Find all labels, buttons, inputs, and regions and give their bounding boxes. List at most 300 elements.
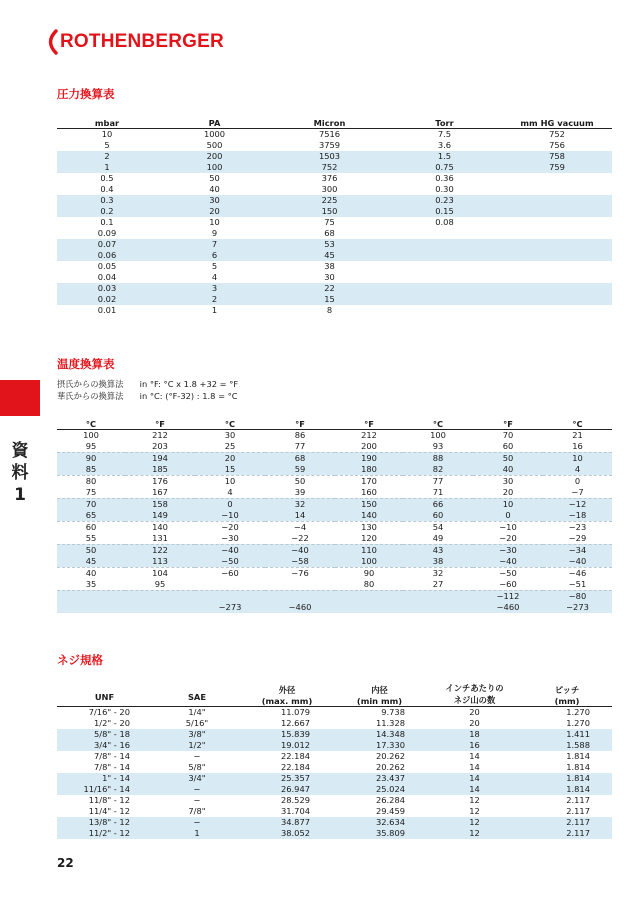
temperature-cell: 149	[125, 510, 195, 522]
pressure-row	[57, 184, 612, 195]
thread-row	[57, 762, 612, 773]
thread-cell: 7/8" - 14	[94, 761, 130, 772]
temperature-cell: 77	[294, 440, 306, 451]
temperature-cell: 71	[432, 486, 444, 497]
temperature-cell: 122	[125, 544, 195, 556]
temp-header-f3: °F	[335, 412, 403, 429]
temperature-cell: 140	[335, 510, 403, 522]
temperature-cell: 82	[403, 464, 473, 476]
temperature-cell: 50	[473, 452, 543, 464]
pressure-cell	[502, 283, 612, 294]
temperature-cell: 131	[152, 532, 168, 543]
temperature-cell: 68	[265, 452, 335, 464]
thread-header-od-l2: (max. mm)	[261, 695, 313, 706]
pressure-cell	[502, 261, 612, 272]
thread-cell: 12.667	[280, 717, 310, 728]
pressure-row	[57, 217, 612, 228]
thread-cell: 25.024	[332, 784, 427, 795]
pressure-cell	[387, 228, 502, 239]
temperature-cell: 100	[430, 429, 446, 440]
temperature-cell: 95	[154, 578, 166, 589]
temperature-cell: 10	[195, 475, 265, 487]
thread-header-tpi-l2: ネジ山の数	[453, 694, 496, 705]
thread-cell: 13/8" - 12	[57, 817, 152, 828]
formula-celsius-text: in °F: °C x 1.8 +32 = °F	[139, 379, 239, 389]
thread-cell: 32.634	[332, 817, 427, 828]
pressure-cell	[387, 283, 502, 294]
temperature-cell: 140	[125, 521, 195, 533]
thread-cell: 38.052	[242, 828, 332, 839]
temperature-cell: 90	[335, 567, 403, 579]
temperature-cell: 100	[83, 429, 99, 440]
thread-header-sae	[152, 680, 242, 706]
thread-cell: 7/8" - 14	[94, 750, 130, 761]
temperature-cell: −22	[291, 532, 309, 543]
pressure-cell: 376	[321, 172, 338, 183]
temperature-cell: 15	[195, 464, 265, 476]
thread-row	[57, 817, 612, 828]
temperature-cell: −80	[543, 590, 612, 602]
thread-cell: 11/16" - 14	[57, 784, 152, 795]
pressure-cell	[502, 206, 612, 217]
pressure-cell	[387, 250, 502, 261]
temperature-cell: −23	[543, 521, 612, 533]
temperature-cell: 212	[361, 429, 377, 440]
pressure-cell: 0.01	[97, 304, 117, 315]
pressure-cell	[387, 239, 502, 250]
thread-cell: 11/8" - 12	[88, 794, 130, 805]
temperature-cell: −29	[568, 532, 587, 543]
temperature-cell: 80	[363, 578, 375, 589]
thread-cell: 1/2"	[152, 740, 242, 751]
temp-header-f4: °F	[473, 412, 543, 429]
temperature-row	[57, 533, 612, 545]
page-number: 22	[57, 856, 74, 870]
pressure-cell: 752	[272, 162, 387, 173]
pressure-cell: 0.05	[97, 260, 117, 271]
pressure-cell: 225	[272, 195, 387, 206]
thread-cell: 11/4" - 12	[88, 805, 130, 816]
temperature-cell	[335, 590, 403, 602]
temperature-cell: 110	[335, 544, 403, 556]
formula-fahrenheit-text: in °C: (°F-32) : 1.8 = °C	[139, 391, 238, 401]
formula-celsius-label: 摂氏からの換算法	[57, 379, 124, 389]
temperature-cell: −50	[473, 567, 543, 579]
pressure-header-torr: Torr	[387, 112, 502, 128]
pressure-cell: 22	[272, 283, 387, 294]
temperature-cell: 10	[473, 498, 543, 510]
temperature-cell: 10	[543, 452, 612, 464]
temperature-cell: 25	[224, 440, 236, 451]
temperature-cell: −273	[195, 602, 265, 613]
pressure-cell: 0.2	[57, 206, 157, 217]
thread-row	[57, 740, 612, 751]
temperature-cell: 30	[224, 429, 236, 440]
temperature-cell: 104	[125, 567, 195, 579]
pressure-cell: 0.23	[387, 195, 502, 206]
formula-celsius	[57, 378, 238, 390]
pressure-cell: 100	[157, 162, 272, 173]
pressure-cell: 50	[209, 172, 220, 183]
temperature-cell: 21	[572, 429, 583, 440]
thread-cell: 1.270	[566, 717, 590, 728]
temperature-row	[57, 475, 612, 487]
pressure-cell: 6	[157, 250, 272, 261]
thread-cell: 22.184	[280, 750, 310, 761]
thread-cell: 16	[427, 740, 522, 751]
temperature-cell: 50	[265, 475, 335, 487]
temperature-cell: −20	[195, 521, 265, 533]
pressure-cell: 0.30	[435, 183, 454, 194]
formula-fahrenheit-label: 華氏からの換算法	[57, 391, 124, 401]
temperature-row	[57, 464, 612, 476]
thread-section-title: ネジ規格	[57, 653, 103, 667]
temp-header-f1: °F	[125, 412, 195, 429]
thread-cell: 14	[427, 773, 522, 784]
side-tab-char-2: 料	[11, 463, 29, 483]
pressure-row	[57, 151, 612, 162]
pressure-cell: 10	[209, 216, 220, 227]
temperature-cell: 170	[335, 475, 403, 487]
pressure-header-micron: Micron	[272, 112, 387, 128]
pressure-cell: 30	[324, 271, 335, 282]
thread-cell: 31.704	[280, 805, 310, 816]
temperature-cell: −60	[499, 578, 517, 589]
temperature-cell: 43	[403, 544, 473, 556]
temperature-cell: −10	[473, 521, 543, 533]
temperature-cell: 95	[85, 440, 97, 451]
thread-cell: 5/8" - 18	[57, 729, 152, 740]
pressure-table	[57, 112, 612, 316]
temperature-cell: 59	[265, 464, 335, 476]
thread-cell: 1.814	[566, 750, 590, 761]
thread-cell: −	[152, 784, 242, 795]
temperature-row	[57, 487, 612, 499]
pressure-row	[57, 206, 612, 217]
thread-header-tpi-l1: インチあたりの	[445, 682, 504, 693]
pressure-cell: 759	[502, 162, 612, 173]
temperature-row	[57, 498, 612, 510]
brand-name: ROTHENBERGER	[60, 31, 224, 52]
temperature-cell: −30	[221, 532, 239, 543]
temperature-cell: 158	[125, 498, 195, 510]
temperature-row	[57, 590, 612, 602]
temperature-table	[57, 412, 612, 613]
thread-cell: 14.348	[332, 729, 427, 740]
thread-cell: 2.117	[566, 794, 590, 805]
temp-header-c4: °C	[543, 412, 612, 429]
pressure-row	[57, 294, 612, 305]
thread-row	[57, 795, 612, 806]
side-tab-char-3: 1	[14, 485, 26, 505]
thread-cell: 17.330	[332, 740, 427, 751]
pressure-cell: 4	[211, 271, 218, 282]
thread-row	[57, 706, 612, 718]
thread-row	[57, 828, 612, 839]
thread-row	[57, 784, 612, 795]
temperature-row	[57, 429, 612, 441]
temperature-cell: 90	[57, 452, 125, 464]
pressure-header-mmhg: mm HG vacuum	[502, 112, 612, 128]
thread-cell: 12	[427, 828, 522, 839]
temperature-cell: −273	[543, 602, 612, 613]
thread-cell: 1	[152, 828, 242, 839]
temperature-cell: 120	[361, 532, 377, 543]
thread-cell: 11/2" - 12	[57, 828, 152, 839]
temperature-cell: 4	[543, 464, 612, 476]
thread-cell: 20	[469, 706, 480, 717]
temperature-cell: 0	[543, 475, 612, 487]
thread-cell: 1.270	[566, 706, 590, 717]
pressure-row	[57, 250, 612, 261]
temperature-cell: −18	[543, 510, 612, 522]
temperature-cell: −34	[543, 544, 612, 556]
pressure-cell: 0.4	[100, 183, 114, 194]
pressure-cell: 45	[272, 250, 387, 261]
pressure-cell: 7.5	[437, 128, 452, 139]
pressure-cell	[502, 305, 612, 316]
pressure-row	[57, 195, 612, 206]
side-tab-char-1: 資	[11, 441, 29, 461]
temperature-cell: 190	[335, 452, 403, 464]
temperature-cell: 16	[572, 440, 583, 451]
temperature-row	[57, 441, 612, 453]
temperature-cell: 55	[85, 532, 97, 543]
temperature-cell: 185	[125, 464, 195, 476]
temperature-cell: −12	[543, 498, 612, 510]
thread-header-unf	[57, 680, 152, 706]
pressure-cell: 1	[211, 304, 218, 315]
temperature-cell: 39	[294, 486, 306, 497]
thread-row	[57, 729, 612, 740]
pressure-cell: 8	[326, 304, 333, 315]
pressure-cell	[502, 217, 612, 228]
thread-row	[57, 718, 612, 729]
pressure-cell: 3.6	[437, 139, 452, 150]
pressure-cell	[502, 184, 612, 195]
pressure-cell	[502, 239, 612, 250]
temperature-cell	[57, 602, 125, 613]
pressure-cell: 0.06	[57, 250, 157, 261]
thread-cell: 20.262	[375, 750, 405, 761]
thread-cell: 1" - 14	[57, 773, 152, 784]
thread-cell: 1/4"	[188, 706, 206, 717]
temperature-cell: −50	[195, 556, 265, 568]
thread-cell: 12	[427, 817, 522, 828]
pressure-cell: 500	[206, 139, 223, 150]
thread-cell: 11.079	[280, 706, 310, 717]
brand-logo	[44, 27, 224, 57]
thread-header-sae-l1: SAE	[187, 691, 207, 702]
thread-cell: −	[193, 750, 201, 761]
thread-cell: 1/2" - 20	[94, 717, 130, 728]
pressure-cell: 9	[211, 227, 218, 238]
pressure-cell	[502, 173, 612, 184]
pressure-cell	[502, 250, 612, 261]
temp-header-c3: °C	[403, 412, 473, 429]
thread-cell: 18	[427, 729, 522, 740]
thread-cell: 9.738	[381, 706, 405, 717]
temperature-row	[57, 579, 612, 591]
temperature-cell: 75	[85, 486, 97, 497]
pressure-cell	[502, 294, 612, 305]
pressure-cell: 68	[324, 227, 335, 238]
thread-cell: 1.814	[522, 773, 612, 784]
pressure-cell: 0.15	[387, 206, 502, 217]
temperature-cell: −60	[195, 567, 265, 579]
temperature-cell: 40	[473, 464, 543, 476]
pressure-cell: 0.04	[97, 271, 117, 282]
thread-header-pitch-l1: ピッチ	[554, 684, 580, 695]
temperature-cell: −51	[568, 578, 587, 589]
pressure-cell	[387, 261, 502, 272]
thread-cell: 5/8"	[188, 761, 206, 772]
pressure-cell: 0.36	[435, 172, 454, 183]
temperature-cell: 60	[57, 521, 125, 533]
temperature-section-title: 温度換算表	[57, 357, 115, 371]
pressure-cell: 756	[549, 139, 565, 150]
temperature-cell	[195, 590, 265, 602]
temperature-row	[57, 521, 612, 533]
temperature-cell: 45	[57, 556, 125, 568]
thread-cell: 7/16" - 20	[88, 706, 130, 717]
thread-cell: 20.262	[375, 761, 405, 772]
temperature-cell: 160	[361, 486, 377, 497]
pressure-cell: 3	[157, 283, 272, 294]
temperature-cell: 50	[57, 544, 125, 556]
thread-cell: 2.117	[522, 828, 612, 839]
brand-arc-logo-icon	[44, 29, 58, 55]
thread-header-pitch	[522, 680, 612, 706]
pressure-row	[57, 228, 612, 239]
pressure-cell: 7516	[318, 128, 341, 139]
pressure-cell: 3759	[318, 139, 341, 150]
pressure-row	[57, 272, 612, 283]
temp-header-c1: °C	[57, 412, 125, 429]
pressure-cell: 0.3	[57, 195, 157, 206]
thread-cell: 3/4"	[152, 773, 242, 784]
thread-table	[57, 680, 612, 839]
pressure-row	[57, 173, 612, 184]
temperature-cell: 70	[502, 429, 514, 440]
temperature-cell: 86	[294, 429, 306, 440]
pressure-cell: 38	[324, 260, 335, 271]
temperature-cell: 38	[403, 556, 473, 568]
temperature-cell: 93	[432, 440, 444, 451]
temperature-row	[57, 510, 612, 522]
pressure-cell: 10	[101, 128, 113, 139]
thread-cell: 2.117	[522, 817, 612, 828]
temperature-cell: −460	[473, 602, 543, 613]
pressure-cell: 40	[209, 183, 220, 194]
pressure-cell: 5	[104, 139, 110, 150]
thread-row	[57, 773, 612, 784]
temperature-cell: 27	[432, 578, 444, 589]
temperature-cell: 70	[57, 498, 125, 510]
temperature-cell: 65	[57, 510, 125, 522]
thread-cell: 22.184	[280, 761, 310, 772]
temperature-cell: 80	[57, 475, 125, 487]
thread-cell: 26.947	[242, 784, 332, 795]
thread-cell: 7/8"	[188, 805, 206, 816]
thread-cell: −	[193, 794, 201, 805]
pressure-cell	[502, 228, 612, 239]
temperature-cell: 100	[335, 556, 403, 568]
pressure-cell: 1000	[203, 128, 226, 139]
temperature-cell: 212	[152, 429, 168, 440]
thread-cell: 11.328	[375, 717, 405, 728]
temperature-cell: 88	[403, 452, 473, 464]
thread-header-id-l1: 内径	[371, 684, 388, 695]
thread-cell: 23.437	[332, 773, 427, 784]
thread-cell: 12	[469, 805, 480, 816]
side-tab-label	[8, 440, 32, 506]
thread-header-tpi	[427, 680, 522, 706]
temperature-cell: 85	[57, 464, 125, 476]
pressure-row	[57, 128, 612, 140]
thread-cell: 20	[469, 717, 480, 728]
pressure-cell: 75	[324, 216, 335, 227]
temperature-cell: 30	[473, 475, 543, 487]
pressure-cell: 0.08	[435, 216, 454, 227]
pressure-cell: 150	[272, 206, 387, 217]
thread-header-od	[242, 680, 332, 706]
pressure-cell: 0.02	[57, 294, 157, 305]
pressure-cell: 20	[157, 206, 272, 217]
temperature-cell: 176	[125, 475, 195, 487]
pressure-row	[57, 305, 612, 316]
thread-cell: 5/16"	[185, 717, 209, 728]
temperature-row	[57, 452, 612, 464]
temperature-cell	[125, 602, 195, 613]
thread-header-id-l2: (min mm)	[356, 695, 403, 706]
pressure-row	[57, 162, 612, 173]
temperature-cell	[403, 590, 473, 602]
thread-row	[57, 806, 612, 817]
temperature-cell	[265, 590, 335, 602]
temperature-cell: 150	[335, 498, 403, 510]
pressure-row	[57, 239, 612, 250]
pressure-cell	[387, 272, 502, 283]
temperature-cell: 200	[361, 440, 377, 451]
temperature-cell: −40	[543, 556, 612, 568]
temperature-row	[57, 602, 612, 613]
temperature-cell: 14	[265, 510, 335, 522]
pressure-cell: 758	[502, 151, 612, 162]
temperature-cell	[403, 602, 473, 613]
pressure-cell: 752	[549, 128, 565, 139]
temperature-cell: 0	[473, 510, 543, 522]
temperature-cell: 194	[125, 452, 195, 464]
pressure-cell: 0.75	[387, 162, 502, 173]
pressure-cell: 7	[157, 239, 272, 250]
side-tab-marker	[0, 380, 40, 416]
temperature-cell	[265, 579, 335, 591]
pressure-cell: 1	[57, 162, 157, 173]
pressure-row	[57, 140, 612, 151]
pressure-row	[57, 283, 612, 294]
pressure-row	[57, 261, 612, 272]
temperature-cell: −20	[499, 532, 517, 543]
temperature-cell: 35	[85, 578, 97, 589]
pressure-cell: 5	[211, 260, 218, 271]
temperature-cell: −46	[543, 567, 612, 579]
temperature-cell: −30	[473, 544, 543, 556]
pressure-cell: 0.09	[97, 227, 117, 238]
pressure-cell	[502, 272, 612, 283]
thread-cell: 1.814	[522, 784, 612, 795]
pressure-cell: 2	[157, 294, 272, 305]
